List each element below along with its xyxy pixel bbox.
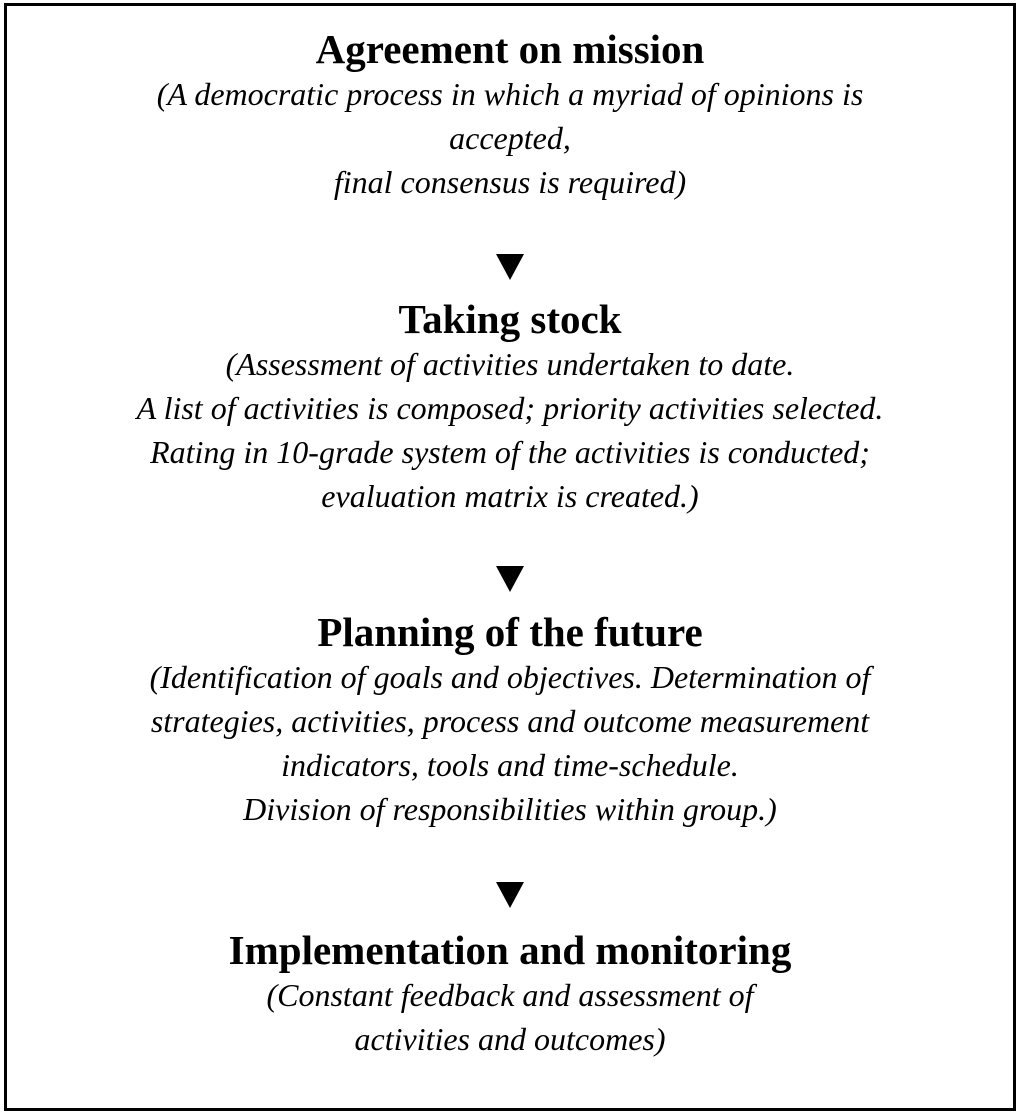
stage-description-line: evaluation matrix is created.) xyxy=(321,478,699,514)
stage-description-line: (Assessment of activities undertaken to date. xyxy=(225,346,795,382)
stage-description-line: activities and outcomes) xyxy=(354,1021,666,1057)
stage-description-line: Rating in 10-grade system of the activities is conducted; xyxy=(150,434,870,470)
stage-implementation-and-monitoring xyxy=(7,927,1013,1061)
stage-planning-of-the-future xyxy=(7,609,1013,831)
stage-agreement-on-mission xyxy=(7,26,1013,204)
stage-description-line: (Constant feedback and assessment of xyxy=(266,977,754,1013)
stage-title: Planning of the future xyxy=(317,609,703,655)
down-triangle-icon xyxy=(7,254,1013,284)
stage-description-line: A list of activities is composed; priority activities selected. xyxy=(136,390,884,426)
stage-description-line: (Identification of goals and objectives. Determination of xyxy=(149,659,871,695)
down-triangle-icon xyxy=(7,566,1013,596)
stage-description-line: Division of responsibilities within group.) xyxy=(243,791,777,827)
stage-title: Implementation and monitoring xyxy=(228,927,792,973)
stage-taking-stock xyxy=(7,296,1013,518)
stage-description-line: final consensus is required) xyxy=(333,164,687,200)
stage-description-line: strategies, activities, process and outcome measurement xyxy=(150,703,870,739)
stage-title: Agreement on mission xyxy=(315,26,705,72)
stage-description-line: accepted, xyxy=(449,120,571,156)
stage-description-line: indicators, tools and time-schedule. xyxy=(281,747,739,783)
down-triangle-icon xyxy=(7,882,1013,912)
stage-title: Taking stock xyxy=(398,296,622,342)
stage-description-line: (A democratic process in which a myriad of opinions is xyxy=(156,76,864,112)
diagram-frame xyxy=(4,3,1016,1111)
